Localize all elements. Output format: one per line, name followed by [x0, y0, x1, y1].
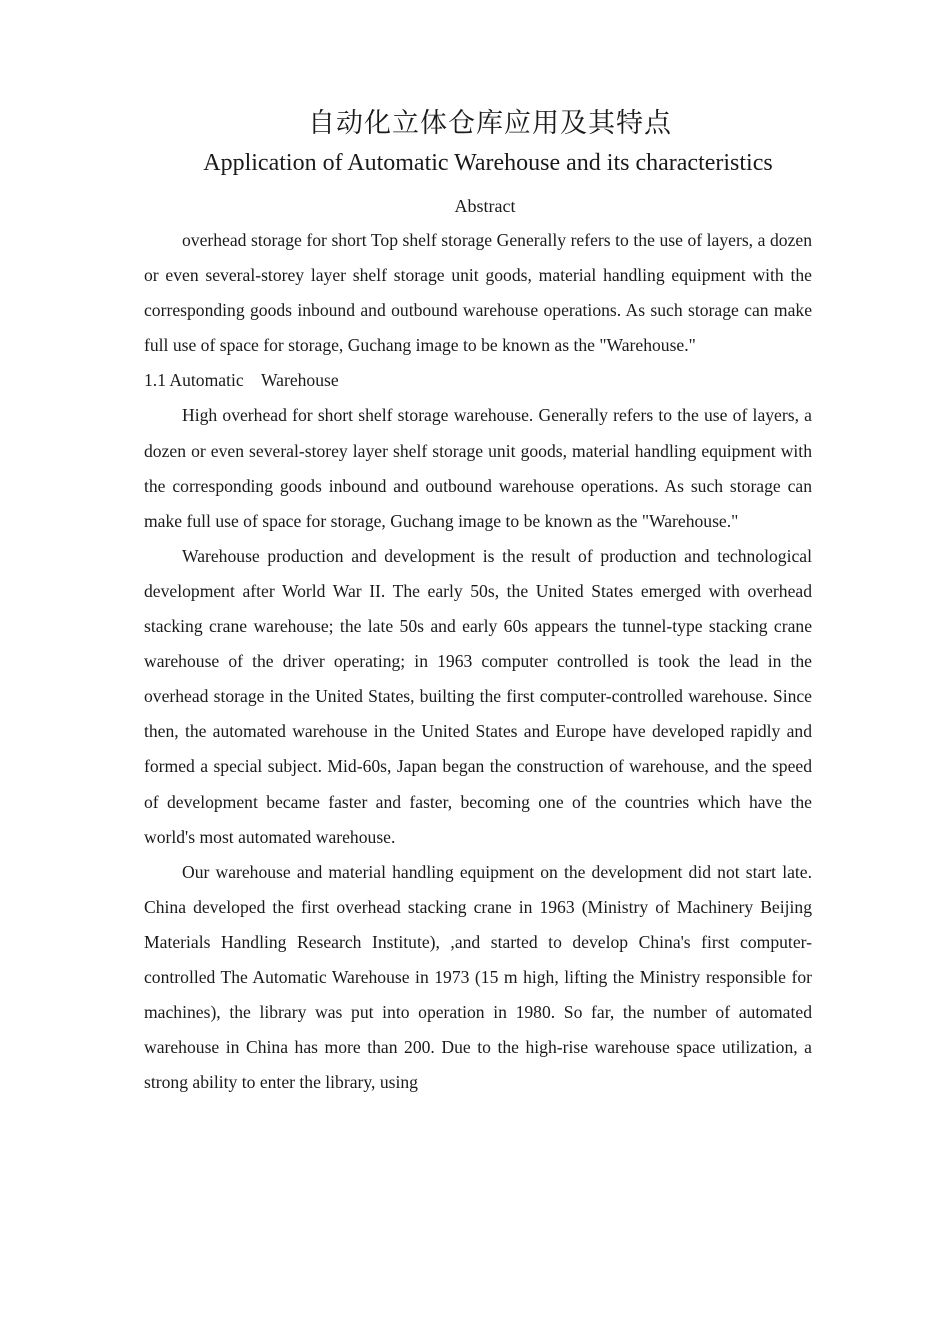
body-paragraph-1: High overhead for short shelf storage warehouse. Generally refers to the use of layers, a dozen or even several-storey layer shelf storage unit goods, material handling equipment with the corresponding goods inbound and outbound warehouse operations. As such storage can make full use of space for storage, Guchang image to be known as the "Warehouse."	[144, 405, 812, 531]
chinese-title: 自动化立体仓库应用及其特点	[308, 108, 672, 139]
abstract-heading: Abstract	[454, 196, 516, 216]
section-heading: 1.1 Automatic Warehouse	[144, 370, 339, 391]
body-paragraph-2: Warehouse production and development is the result of production and technological development after World War II. The early 50s, the United States emerged with overhead stacking crane warehouse; the late 50s and early 60s appears the tunnel-type stacking crane warehouse of the driver operating; in 1963 computer controlled is took the lead in the overhead storage in the United States, builting the first computer-controlled warehouse. Since then, the automated warehouse in the United States and Europe have developed rapidly and formed a special subject. Mid-60s, Japan began the construction of warehouse, and the speed of development became faster and faster, becoming one of the countries which have the world's most automated warehouse.	[144, 545, 812, 847]
abstract-paragraph: overhead storage for short Top shelf storage Generally refers to the use of layers, a dozen or even several-storey layer shelf storage unit goods, material handling equipment with the corresponding goods inbound and outbound warehouse operations. As such storage can make full use of space for storage, Guchang image to be known as the "Warehouse."	[144, 230, 812, 356]
document-body	[144, 223, 812, 1100]
english-title: Application of Automatic Warehouse and its characteristics	[203, 150, 773, 176]
body-paragraph-3: Our warehouse and material handling equipment on the development did not start late. China developed the first overhead stacking crane in 1963 (Ministry of Machinery Beijing Materials Handling Research Institute), ,and started to develop China's first computer-controlled The Automatic Warehouse in 1973 (15 m high, lifting the Ministry responsible for machines), the library was put into operation in 1980. So far, the number of automated warehouse in China has more than 200. Due to the high-rise warehouse space utilization, a strong ability to enter the library, using	[144, 861, 812, 1093]
